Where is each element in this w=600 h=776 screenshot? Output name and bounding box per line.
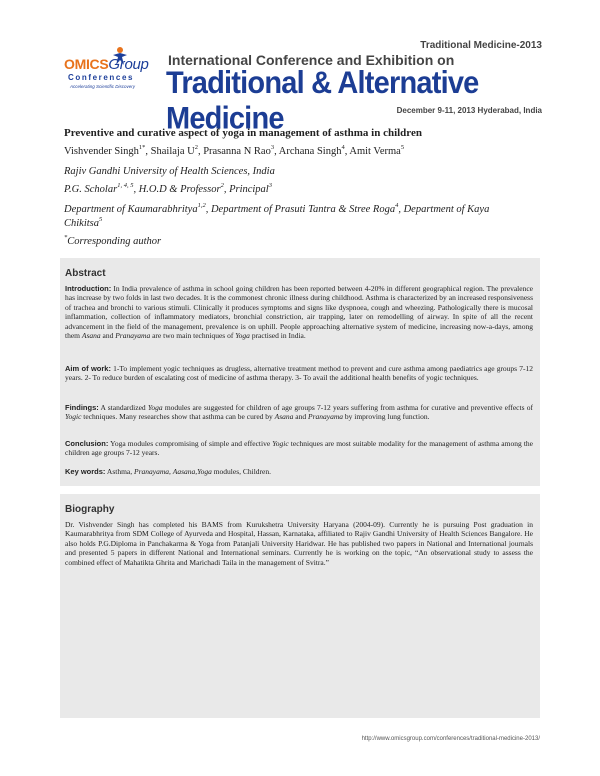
biography-text: Dr. Vishvender Singh has completed his BAMS from Kurukshetra University Haryana (2004-09). Currently he is pursuing Post graduation in Kaumarabhritya from SDM College of Ayurveda and Hospital, Hassan, Karnataka, affiliated to Rajiv Gandhi University of Health Sciences Bangalore. He also holds P.G.Diploma in Panchakarma & Yoga from Patanjali University Haridwar. He has published two papers in National and International journals and presented 5 papers in different National and International seminars. Currently he is working on the topic, “An observational study to assess the combined effect of Mahatikta Ghrita and Marichadi Taila in the management of Svitra.” (65, 520, 533, 567)
conference-subtitle: International Conference and Exhibition on (168, 52, 455, 68)
biography-section (60, 494, 540, 718)
author-name: Prasanna N Rao (203, 146, 271, 157)
departments-line-2: Chikitsa$^5$ (64, 216, 103, 229)
abstract-findings: Findings: A standardized Yoga modules are suggested for children of age groups 7-12 years suffering from asthma for curative and preventive effects of Yogic techniques. Many researches show that asthma can be cured by Asana and Pranayama by improving lung function. (65, 403, 533, 422)
footer-url[interactable]: http://www.omicsgroup.com/conferences/traditional-medicine-2013/ (361, 736, 540, 742)
logo-tagline: Accelerating Scientific Discovery (70, 84, 136, 89)
logo-group-text: Group (108, 56, 149, 73)
abstract-keywords: Key words: Asthma, Pranayama, Aasana,Yoga modules, Children. (65, 467, 272, 476)
conference-title: Traditional & Alternative Medicine (166, 66, 479, 137)
omics-group-logo (64, 50, 168, 102)
logo-conferences-text: Conferences (68, 73, 135, 82)
corresponding-author: *Corresponding author (64, 234, 162, 247)
abstract-introduction: Introduction: In India prevalence of asthma in school going children has been reported between 4-20% in different geographical region. The prevalence has increase by two folds in last two decades. It is the commonest chronic illness during childhood. Asthma is characterized by an increased responsiveness of trachea and bronchi to various stimuli. Clinically it produces symptoms and signs like dyspnoea, cough and wheezing. Pathologically there is mucosal inflammation, collection of inflammatory mediators, bronchial constriction, air trapping, later on remodelling of airway. In spite of all the recent advancement in the field of the management, prevalence is on uphill. People approaching alternative system of medicine, increasing now-a-days, among them Asana and Pranayama are two main techniques of Yoga practised in India. (65, 284, 533, 341)
author-roles: P.G. Scholar$^{1, 4, 5}$, H.O.D & Professor$^2$, Principal$^3$ (64, 182, 272, 195)
abstract-aim: Aim of work: 1-To implement yogic techniques as drugless, alternative treatment method to prevent and cure asthma among paediatrics age groups 7-12 years. 2- To reduce burden of escalating cost of medicine of asthma therapy. 3- To avail the additional health benefits of yogic techniques. (65, 364, 534, 383)
logo-omics-text: OMICS (64, 56, 109, 72)
header-tag: Traditional Medicine-2013 (420, 40, 542, 51)
author-list: Vishvender Singh$^{1*}$, Shailaja $U^2$, Prasanna N Rao$^3$, Archana Singh$^4$, Amit Verma$^5$ (64, 144, 405, 157)
author-name: Shailaja U (150, 146, 195, 157)
abstract-heading: Abstract (65, 268, 106, 279)
conference-dateline: December 9-11, 2013 Hyderabad, India (396, 106, 542, 115)
abstract-conclusion: Conclusion: Yoga modules compromising of simple and effective Yogic techniques are most suitable modality for the management of asthma among the children age groups 7-12 years. (65, 439, 533, 458)
abstract-section (60, 258, 540, 486)
departments-line-1: Department of Kaumarabhritya$^{1,2}$, Department of Prasuti Tantra & Stree Roga$^4$, Department of Kaya (64, 202, 490, 215)
author-name: Vishvender Singh (64, 146, 139, 157)
author-name: Archana Singh (278, 146, 342, 157)
paper-title: Preventive and curative aspect of yoga in management of asthma in children (64, 127, 422, 139)
university: Rajiv Gandhi University of Health Sciences, India (64, 166, 275, 177)
biography-heading: Biography (65, 504, 115, 515)
author-name: Amit Verma (349, 146, 401, 157)
